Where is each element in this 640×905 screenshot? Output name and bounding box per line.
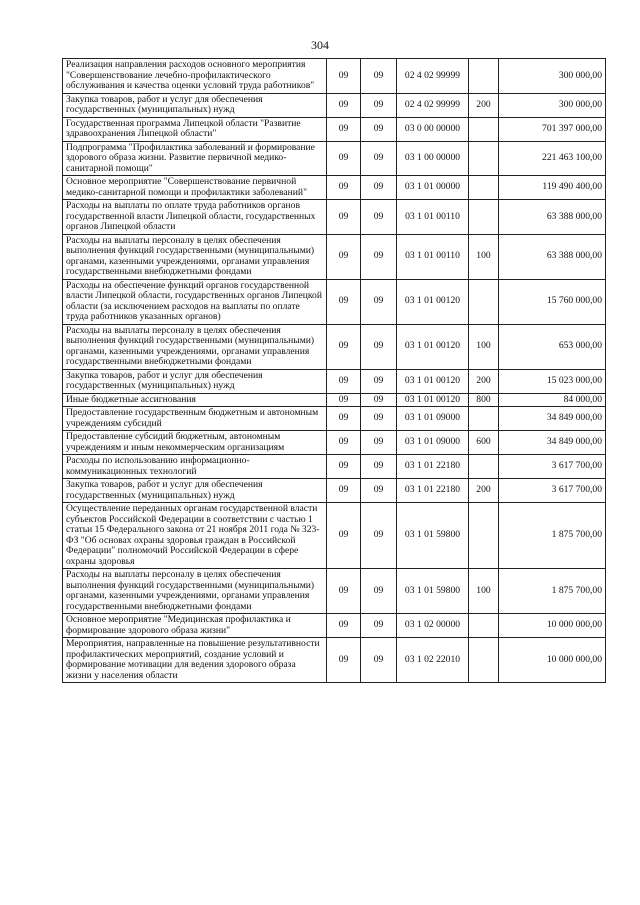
expense-type-code: [469, 455, 499, 479]
expense-name: Предоставление государственным бюджетным и автономным учреждениям субсидий: [63, 407, 327, 431]
target-article-code: 03 1 01 00110: [397, 234, 469, 279]
target-article-code: 03 1 01 00120: [397, 279, 469, 324]
table-row: [63, 59, 606, 94]
target-article-code: 03 1 01 22180: [397, 455, 469, 479]
amount: 300 000,00: [499, 93, 606, 117]
expense-type-code: [469, 503, 499, 569]
target-article-code: 03 1 00 00000: [397, 141, 469, 176]
expense-name: Мероприятия, направленные на повышение результативности профилактических мероприятий, создание условий и формирование мотивации для ведения здорового образа жизни у населения области: [63, 638, 327, 683]
table-row: [63, 503, 606, 569]
amount: 84 000,00: [499, 393, 606, 407]
subsection-code: 09: [361, 200, 397, 235]
target-article-code: 02 4 02 99999: [397, 93, 469, 117]
expense-type-code: 800: [469, 393, 499, 407]
table-row: [63, 455, 606, 479]
expense-type-code: [469, 59, 499, 94]
table-row: [63, 234, 606, 279]
target-article-code: 03 1 01 59800: [397, 569, 469, 614]
subsection-code: 09: [361, 141, 397, 176]
amount: 1 875 700,00: [499, 569, 606, 614]
table-row: [63, 117, 606, 141]
expense-type-code: [469, 200, 499, 235]
subsection-code: 09: [361, 279, 397, 324]
expense-type-code: 100: [469, 569, 499, 614]
section-code: 09: [327, 393, 361, 407]
expense-type-code: 100: [469, 324, 499, 369]
target-article-code: 03 1 02 22010: [397, 638, 469, 683]
expense-type-code: [469, 614, 499, 638]
expense-name: Расходы по использованию информационно-коммуникационных технологий: [63, 455, 327, 479]
subsection-code: 09: [361, 479, 397, 503]
expense-name: Иные бюджетные ассигнования: [63, 393, 327, 407]
subsection-code: 09: [361, 614, 397, 638]
table-row: [63, 614, 606, 638]
amount: 34 849 000,00: [499, 431, 606, 455]
expense-type-code: [469, 638, 499, 683]
subsection-code: 09: [361, 455, 397, 479]
target-article-code: 02 4 02 99999: [397, 59, 469, 94]
expense-name: Расходы на обеспечение функций органов государственной власти Липецкой области, государственных органов Липецкой области (за исключением расходов на выплаты по оплате труда работников указанных органов): [63, 279, 327, 324]
section-code: 09: [327, 176, 361, 200]
section-code: 09: [327, 59, 361, 94]
expense-name: Предоставление субсидий бюджетным, автономным учреждениям и иным некоммерческим организациям: [63, 431, 327, 455]
expense-type-code: 200: [469, 369, 499, 393]
page-number: 304: [311, 38, 329, 52]
section-code: 09: [327, 141, 361, 176]
budget-table-body: [63, 59, 606, 683]
section-code: 09: [327, 614, 361, 638]
section-code: 09: [327, 503, 361, 569]
table-row: [63, 369, 606, 393]
subsection-code: 09: [361, 234, 397, 279]
expense-name: Расходы на выплаты персоналу в целях обеспечения выполнения функций государственными (муниципальными) органами, казенными учреждениями, органами управления государственными внебюджетными фондами: [63, 234, 327, 279]
table-row: [63, 93, 606, 117]
target-article-code: 03 1 01 00000: [397, 176, 469, 200]
amount: 119 490 400,00: [499, 176, 606, 200]
section-code: 09: [327, 407, 361, 431]
expense-name: Расходы на выплаты персоналу в целях обеспечения выполнения функций государственными (муниципальными) органами, казенными учреждениями, органами управления государственными внебюджетными фондами: [63, 569, 327, 614]
table-row: [63, 479, 606, 503]
table-row: [63, 141, 606, 176]
section-code: 09: [327, 638, 361, 683]
expense-type-code: [469, 117, 499, 141]
subsection-code: 09: [361, 59, 397, 94]
subsection-code: 09: [361, 393, 397, 407]
expense-name: Закупка товаров, работ и услуг для обеспечения государственных (муниципальных) нужд: [63, 479, 327, 503]
amount: 3 617 700,00: [499, 479, 606, 503]
amount: 15 023 000,00: [499, 369, 606, 393]
table-row: [63, 393, 606, 407]
subsection-code: 09: [361, 569, 397, 614]
expense-name: Подпрограмма "Профилактика заболеваний и формирование здорового образа жизни. Развитие первичной медико-санитарной помощи": [63, 141, 327, 176]
expense-type-code: 600: [469, 431, 499, 455]
section-code: 09: [327, 369, 361, 393]
expense-name: Реализация направления расходов основного мероприятия "Совершенствование лечебно-профилактического обслуживания и качества оценки условий труда работников": [63, 59, 327, 94]
subsection-code: 09: [361, 117, 397, 141]
subsection-code: 09: [361, 93, 397, 117]
section-code: 09: [327, 569, 361, 614]
section-code: 09: [327, 93, 361, 117]
section-code: 09: [327, 279, 361, 324]
amount: 15 760 000,00: [499, 279, 606, 324]
subsection-code: 09: [361, 503, 397, 569]
amount: 10 000 000,00: [499, 614, 606, 638]
target-article-code: 03 1 01 00120: [397, 324, 469, 369]
table-row: [63, 279, 606, 324]
expense-type-code: 100: [469, 234, 499, 279]
amount: 3 617 700,00: [499, 455, 606, 479]
expense-type-code: [469, 279, 499, 324]
table-row: [63, 431, 606, 455]
subsection-code: 09: [361, 176, 397, 200]
section-code: 09: [327, 324, 361, 369]
expense-name: Закупка товаров, работ и услуг для обеспечения государственных (муниципальных) нужд: [63, 369, 327, 393]
table-row: [63, 407, 606, 431]
section-code: 09: [327, 117, 361, 141]
section-code: 09: [327, 479, 361, 503]
section-code: 09: [327, 234, 361, 279]
table-row: [63, 200, 606, 235]
subsection-code: 09: [361, 369, 397, 393]
expense-name: Расходы на выплаты персоналу в целях обеспечения выполнения функций государственными (муниципальными) органами, казенными учреждениями, органами управления государственными внебюджетными фондами: [63, 324, 327, 369]
expense-name: Расходы на выплаты по оплате труда работников органов государственной власти Липецкой области, государственных органов Липецкой области: [63, 200, 327, 235]
expense-name: Закупка товаров, работ и услуг для обеспечения государственных (муниципальных) нужд: [63, 93, 327, 117]
amount: 653 000,00: [499, 324, 606, 369]
expense-name: Основное мероприятие "Медицинская профилактика и формирование здорового образа жизни": [63, 614, 327, 638]
table-row: [63, 176, 606, 200]
section-code: 09: [327, 455, 361, 479]
subsection-code: 09: [361, 324, 397, 369]
subsection-code: 09: [361, 638, 397, 683]
target-article-code: 03 1 01 22180: [397, 479, 469, 503]
expense-type-code: [469, 141, 499, 176]
amount: 63 388 000,00: [499, 200, 606, 235]
target-article-code: 03 1 01 00120: [397, 369, 469, 393]
expense-name: Осуществление переданных органам государственной власти субъектов Российской Федерации в соответствии с частью 1 статьи 15 Федерального закона от 21 ноября 2011 года № 323-ФЗ "Об основах охраны здоровья граждан в Российской Федерации" полномочий Российской Федерации в сфере охраны здоровья: [63, 503, 327, 569]
amount: 701 397 000,00: [499, 117, 606, 141]
amount: 1 875 700,00: [499, 503, 606, 569]
amount: 63 388 000,00: [499, 234, 606, 279]
target-article-code: 03 1 01 09000: [397, 407, 469, 431]
amount: 221 463 100,00: [499, 141, 606, 176]
amount: 10 000 000,00: [499, 638, 606, 683]
target-article-code: 03 1 02 00000: [397, 614, 469, 638]
subsection-code: 09: [361, 431, 397, 455]
expense-type-code: 200: [469, 93, 499, 117]
amount: 34 849 000,00: [499, 407, 606, 431]
amount: 300 000,00: [499, 59, 606, 94]
target-article-code: 03 1 01 00120: [397, 393, 469, 407]
table-row: [63, 638, 606, 683]
target-article-code: 03 1 01 09000: [397, 431, 469, 455]
table-row: [63, 324, 606, 369]
subsection-code: 09: [361, 407, 397, 431]
expense-type-code: [469, 176, 499, 200]
target-article-code: 03 1 01 00110: [397, 200, 469, 235]
target-article-code: 03 0 00 00000: [397, 117, 469, 141]
section-code: 09: [327, 431, 361, 455]
table-row: [63, 569, 606, 614]
expense-name: Основное мероприятие "Совершенствование первичной медико-санитарной помощи и профилактики заболеваний": [63, 176, 327, 200]
expense-type-code: 200: [469, 479, 499, 503]
budget-table: [62, 58, 606, 683]
section-code: 09: [327, 200, 361, 235]
target-article-code: 03 1 01 59800: [397, 503, 469, 569]
expense-name: Государственная программа Липецкой области "Развитие здравоохранения Липецкой области": [63, 117, 327, 141]
expense-type-code: [469, 407, 499, 431]
